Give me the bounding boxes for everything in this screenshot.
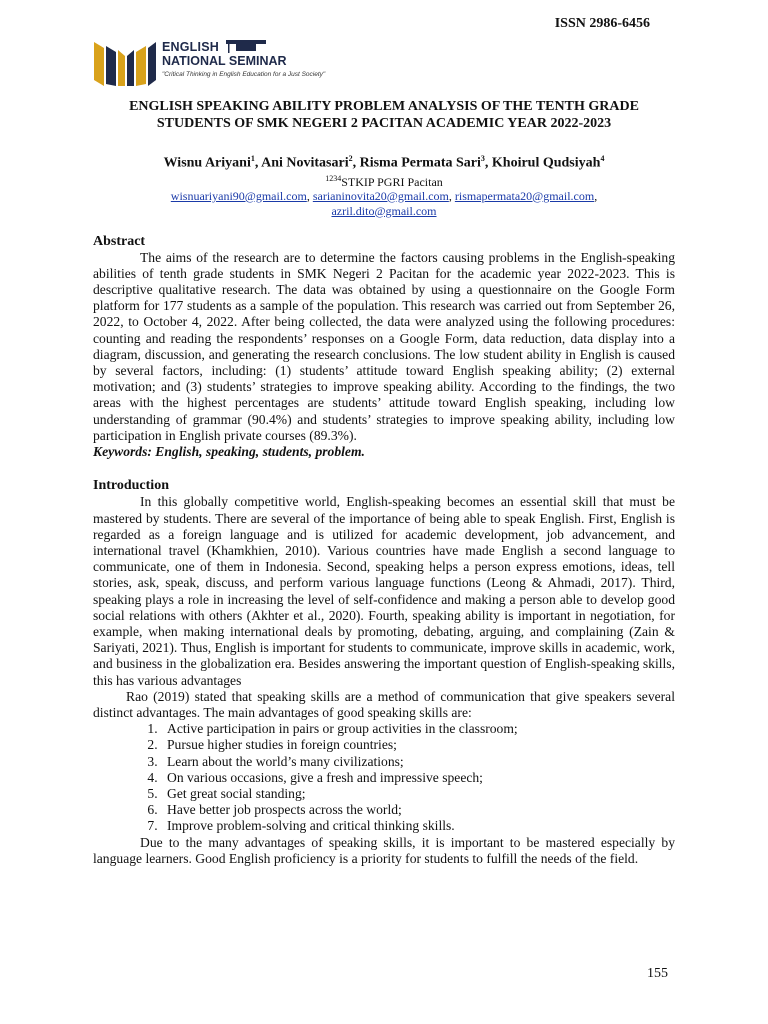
logo-tagline: "Critical Thinking in English Education for a Just Society" <box>162 71 326 78</box>
author-sup: 4 <box>600 154 605 163</box>
advantages-list <box>93 721 675 834</box>
abstract-body: The aims of the research are to determine the factors causing problems in the English-speaking abilities of tenth grade students in SMK Negeri 2 Pacitan for the academic year 2022-2023. This is descriptive qualitative research. The data was obtained by using a questionnaire on the Google Form platform for 177 students as a sample of the population. This research was carried out from September 26, 2022, to October 4, 2022. After being collected, the data were analyzed using the following procedures: counting and reading the respondents’ responses on a Google Form, data reduction, data display into a diagram, discussion, and generating the research conclusions. The low student ability in English is caused by several factors, including: (1) students’ attitude toward English speaking ability; (2) external motivation; and (3) students’ strategies to improve speaking ability. According to the findings, the two areas with the highest percentages are students’ attitude toward English speaking, including low understanding of grammar (90.4%) and students’ strategies to improve speaking ability, including low participation in English private courses (89.3%). <box>93 249 675 443</box>
email-link[interactable]: sarianinovita20@gmail.com <box>312 188 449 203</box>
author-sup: 2 <box>348 154 353 163</box>
introduction-heading: Introduction <box>93 478 169 494</box>
author-name: Risma Permata Sari <box>359 155 481 171</box>
paper-body <box>93 98 675 867</box>
affiliation <box>93 172 675 189</box>
paper-title <box>93 98 675 132</box>
author-list <box>93 150 675 172</box>
email-link[interactable]: azril.dito@gmail.com <box>331 203 437 218</box>
intro-paragraph-2: Rao (2019) stated that speaking skills are a method of communication that give speakers several distinct advantages. The main advantages of good speaking skills are: <box>93 688 675 720</box>
list-item: 5. Get great social standing; <box>161 786 675 802</box>
issn-label: ISSN 2986-6456 <box>554 16 650 31</box>
author-sep: , <box>352 155 360 171</box>
logo-line2: NATIONAL SEMINAR <box>162 54 287 68</box>
list-item: 6. Have better job prospects across the world; <box>161 802 675 818</box>
logo-line1: ENGLISH <box>162 40 219 54</box>
author-sep: , <box>484 155 492 171</box>
list-item: 3. Learn about the world’s many civilizations; <box>161 754 675 770</box>
intro-paragraph-1: In this globally competitive world, English-speaking becomes an essential skill that must be mastered by students. There are several of the importance of being able to speak English. First, English is regarded as a foreign language and is utilized for academic development, job advancement, and international travel (Khamkhien, 2010). Various countries have made English a second language to communicate, one of them in Indonesia. Second, speaking helps a person express emotions, ideas, tell stories, ask, speak, discuss, and perform various language functions (Leong & Ahmadi, 2017). Third, speaking plays a role in increasing the level of self-confidence and making a person able to develop good social relations with others (Akhter et al., 2020). Fourth, speaking ability is important in negotiation, for example, when making international deals by promoting, debating, arguing, and complaining (Zain & Sariyati, 2021). Thus, English is important for students to communicate, improve skills in academic, work, and business in the globalization era. Besides answering the important question of English-speaking skills, this has various advantages <box>93 494 675 688</box>
intro-paragraph-3: Due to the many advantages of speaking skills, it is important to be mastered especially by language learners. Good English proficiency is a priority for students to fulfill the needs of the field. <box>93 834 675 866</box>
email-link[interactable]: wisnuariyani90@gmail.com <box>170 188 307 203</box>
affiliation-name: STKIP PGRI Pacitan <box>341 174 443 189</box>
author-name: Wisnu Ariyani <box>163 155 251 171</box>
list-item: 7. Improve problem-solving and critical thinking skills. <box>161 818 675 834</box>
author-sup: 1 <box>250 154 255 163</box>
book-logo-icon <box>92 36 158 88</box>
list-item: 2. Pursue higher studies in foreign countries; <box>161 737 675 753</box>
email-link[interactable]: rismapermata20@gmail.com <box>454 188 595 203</box>
title-line1: ENGLISH SPEAKING ABILITY PROBLEM ANALYSIS OF THE TENTH GRADE <box>129 99 639 114</box>
author-sup: 3 <box>480 154 485 163</box>
list-item: 4. On various occasions, give a fresh and impressive speech; <box>161 770 675 786</box>
graduation-cap-icon <box>224 36 268 56</box>
seminar-logo <box>92 36 352 90</box>
title-line2: STUDENTS OF SMK NEGERI 2 PACITAN ACADEMIC YEAR 2022-2023 <box>156 116 612 131</box>
author-name: Ani Novitasari <box>261 155 349 171</box>
abstract-heading: Abstract <box>93 233 146 249</box>
email-list: wisnuariyani90@gmail.com, sarianinovita20@gmail.com, rismapermata20@gmail.com, azril.dito@gmail.com <box>170 188 598 218</box>
author-sep: , <box>254 155 262 171</box>
author-name: Khoirul Qudsiyah <box>491 155 601 171</box>
list-item: 1. Active participation in pairs or group activities in the classroom; <box>161 721 675 737</box>
page-number: 155 <box>647 966 668 981</box>
keywords: Keywords: English, speaking, students, problem. <box>93 444 365 460</box>
affiliation-sup: 1234 <box>325 173 342 183</box>
